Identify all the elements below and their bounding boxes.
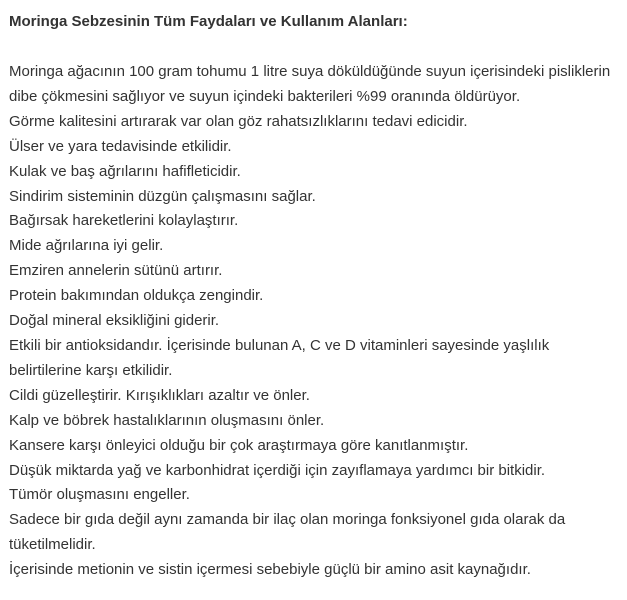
benefit-item: Moringa ağacının 100 gram tohumu 1 litre suya döküldüğünde suyun içerisindeki pisliklerin dibe çökmesini sağlıyor ve suyun içindeki bakterileri %99 oranında öldürüyor.	[9, 63, 611, 105]
benefit-item: Etkili bir antioksidandır. İçerisinde bulunan A, C ve D vitaminleri sayesinde yaşlılık belirtilerine karşı etkilidir.	[9, 336, 550, 379]
benefit-item: Kalp ve böbrek hastalıklarının oluşmasını önler.	[9, 411, 325, 429]
benefit-item: Bağırsak hareketlerini kolaylaştırır.	[9, 212, 239, 230]
benefit-item: Kansere karşı önleyici olduğu bir çok araştırmaya göre kanıtlanmıştır.	[9, 436, 469, 454]
benefit-item: Mide ağrılarına iyi gelir.	[9, 237, 164, 255]
benefit-item: Protein bakımından oldukça zengindir.	[9, 287, 264, 305]
benefit-item: İçerisinde metionin ve sistin içermesi sebebiyle güçlü bir amino asit kaynağıdır.	[9, 561, 531, 579]
benefit-item: Emziren annelerin sütünü artırır.	[9, 262, 223, 280]
benefit-item: Kulak ve baş ağrılarını hafifleticidir.	[9, 162, 241, 180]
benefit-item: Tümör oluşmasını engeller.	[9, 486, 190, 504]
document-title: Moringa Sebzesinin Tüm Faydaları ve Kullanım Alanları:	[9, 13, 408, 30]
benefits-list	[9, 60, 619, 583]
benefit-item: Ülser ve yara tedavisinde etkilidir.	[9, 137, 232, 155]
benefit-item: Cildi güzelleştirir. Kırışıklıkları azaltır ve önler.	[9, 386, 310, 404]
benefit-item: Sindirim sisteminin düzgün çalışmasını sağlar.	[9, 187, 316, 205]
benefit-item: Görme kalitesini artırarak var olan göz rahatsızlıklarını tedavi edicidir.	[9, 112, 468, 130]
benefit-item: Düşük miktarda yağ ve karbonhidrat içerdiği için zayıflamaya yardımcı bir bitkidir.	[9, 461, 546, 479]
benefit-item: Sadece bir gıda değil aynı zamanda bir ilaç olan moringa fonksiyonel gıda olarak da tüketilmelidir.	[9, 511, 566, 554]
benefit-item: Doğal mineral eksikliğini giderir.	[9, 312, 220, 330]
